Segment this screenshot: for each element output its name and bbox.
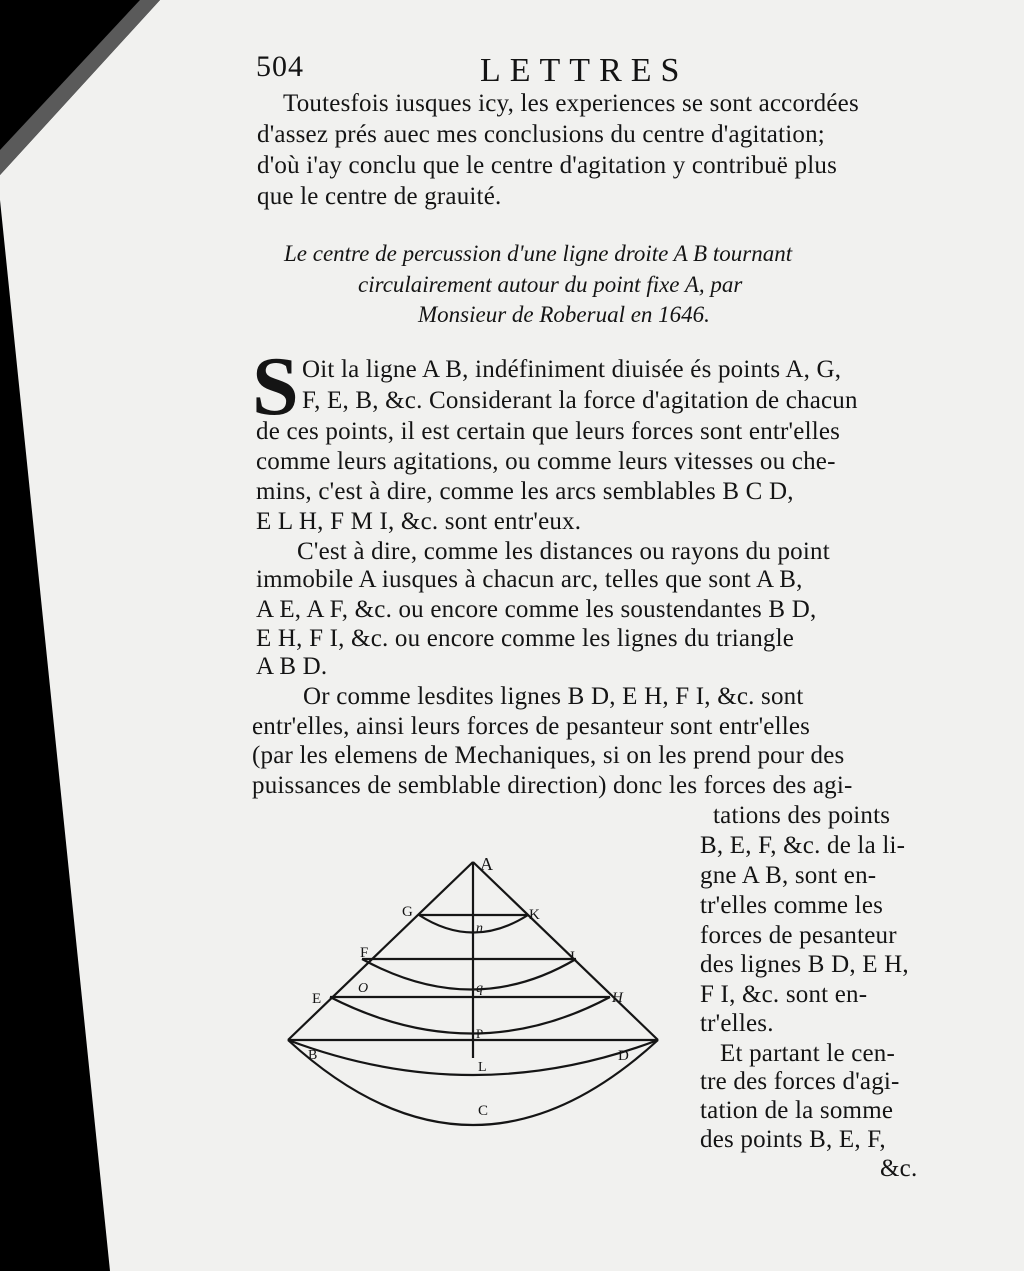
running-title: LETTRES (480, 52, 689, 89)
paragraph-1-line: Oit la ligne A B, indéfiniment diuisée és points A, G, (302, 356, 842, 383)
paragraph-2-line: immobile A iusques à chacun arc, telles que sont A B, (256, 566, 803, 593)
line-ab (288, 862, 473, 1040)
side-column-line: &c. (880, 1155, 918, 1182)
paragraph-1-line: mins, c'est à dire, comme les arcs semblables B C D, (256, 478, 794, 505)
paragraph-3-line: Or comme lesdites lignes B D, E H, F I, &c. sont (303, 683, 804, 710)
side-column-line: tation de la somme (700, 1097, 894, 1124)
section-heading-line: Le centre de percussion d'une ligne droite A B tournant (284, 241, 793, 266)
side-column-line: tations des points (713, 802, 891, 829)
page-number: 504 (256, 50, 304, 83)
paragraph-3-line: puissances de semblable direction) donc les forces des agi- (252, 772, 853, 799)
intro-line: d'où i'ay conclu que le centre d'agitation y contribuë plus (257, 152, 838, 179)
label-k: K (529, 907, 540, 923)
side-column-line: Et partant le cen- (720, 1040, 896, 1067)
paragraph-1-line: comme leurs agitations, ou comme leurs vitesses ou che- (256, 448, 836, 475)
arc-eoh (330, 997, 610, 1034)
label-e: E (312, 991, 322, 1007)
paragraph-2-line: C'est à dire, comme les distances ou rayons du point (297, 538, 830, 565)
geometry-figure (240, 840, 680, 1140)
paragraph-1-line: de ces points, il est certain que leurs forces sont entr'elles (256, 418, 841, 445)
arc-fmi (362, 959, 576, 990)
drop-cap: S (252, 340, 299, 433)
intro-line: Toutesfois iusques icy, les experiences se sont accordées (283, 90, 859, 117)
side-column-line: des lignes B D, E H, (700, 951, 909, 978)
line-ad (473, 862, 658, 1040)
side-column-line: des points B, E, F, (700, 1126, 886, 1153)
intro-line: d'assez prés auec mes conclusions du centre d'agitation; (257, 121, 825, 148)
paragraph-1-line: F, E, B, &c. Considerant la force d'agitation de chacun (302, 387, 858, 414)
side-column-line: F I, &c. sont en- (700, 981, 868, 1008)
label-q: q (476, 981, 483, 996)
section-heading-line: Monsieur de Roberual en 1646. (418, 302, 710, 327)
side-column-line: B, E, F, &c. de la li- (700, 832, 906, 859)
paragraph-2-line: E H, F I, &c. ou encore comme les lignes du triangle (256, 625, 795, 652)
side-column-line: gne A B, sont en- (700, 862, 877, 889)
label-o: O (358, 981, 369, 996)
paragraph-3-line: (par les elemens de Mechaniques, si on les prend pour des (252, 742, 845, 769)
paragraph-2-line: A B D. (256, 653, 328, 680)
label-p: P (476, 1026, 484, 1041)
paragraph-1-line: E L H, F M I, &c. sont entr'eux. (256, 508, 582, 535)
label-l: L (478, 1060, 487, 1075)
paragraph-2-line: A E, A F, &c. ou encore comme les soustendantes B D, (256, 596, 817, 623)
label-b: B (308, 1048, 318, 1063)
label-c: C (478, 1103, 489, 1119)
label-h: H (612, 990, 623, 1006)
label-n: n (476, 921, 483, 936)
label-a: A (480, 854, 493, 874)
section-heading-line: circulairement autour du point fixe A, par (358, 272, 743, 297)
paragraph-3-line: entr'elles, ainsi leurs forces de pesanteur sont entr'elles (252, 713, 811, 740)
side-column-line: forces de pesanteur (700, 922, 897, 949)
label-i: I (570, 949, 575, 965)
side-column-line: tr'elles comme les (700, 892, 884, 919)
side-column-line: tr'elles. (700, 1010, 774, 1037)
intro-line: que le centre de grauité. (257, 183, 502, 210)
side-column-line: tre des forces d'agi- (700, 1068, 900, 1095)
label-d: D (618, 1048, 629, 1064)
label-f: F (360, 945, 369, 961)
label-g: G (402, 904, 413, 920)
